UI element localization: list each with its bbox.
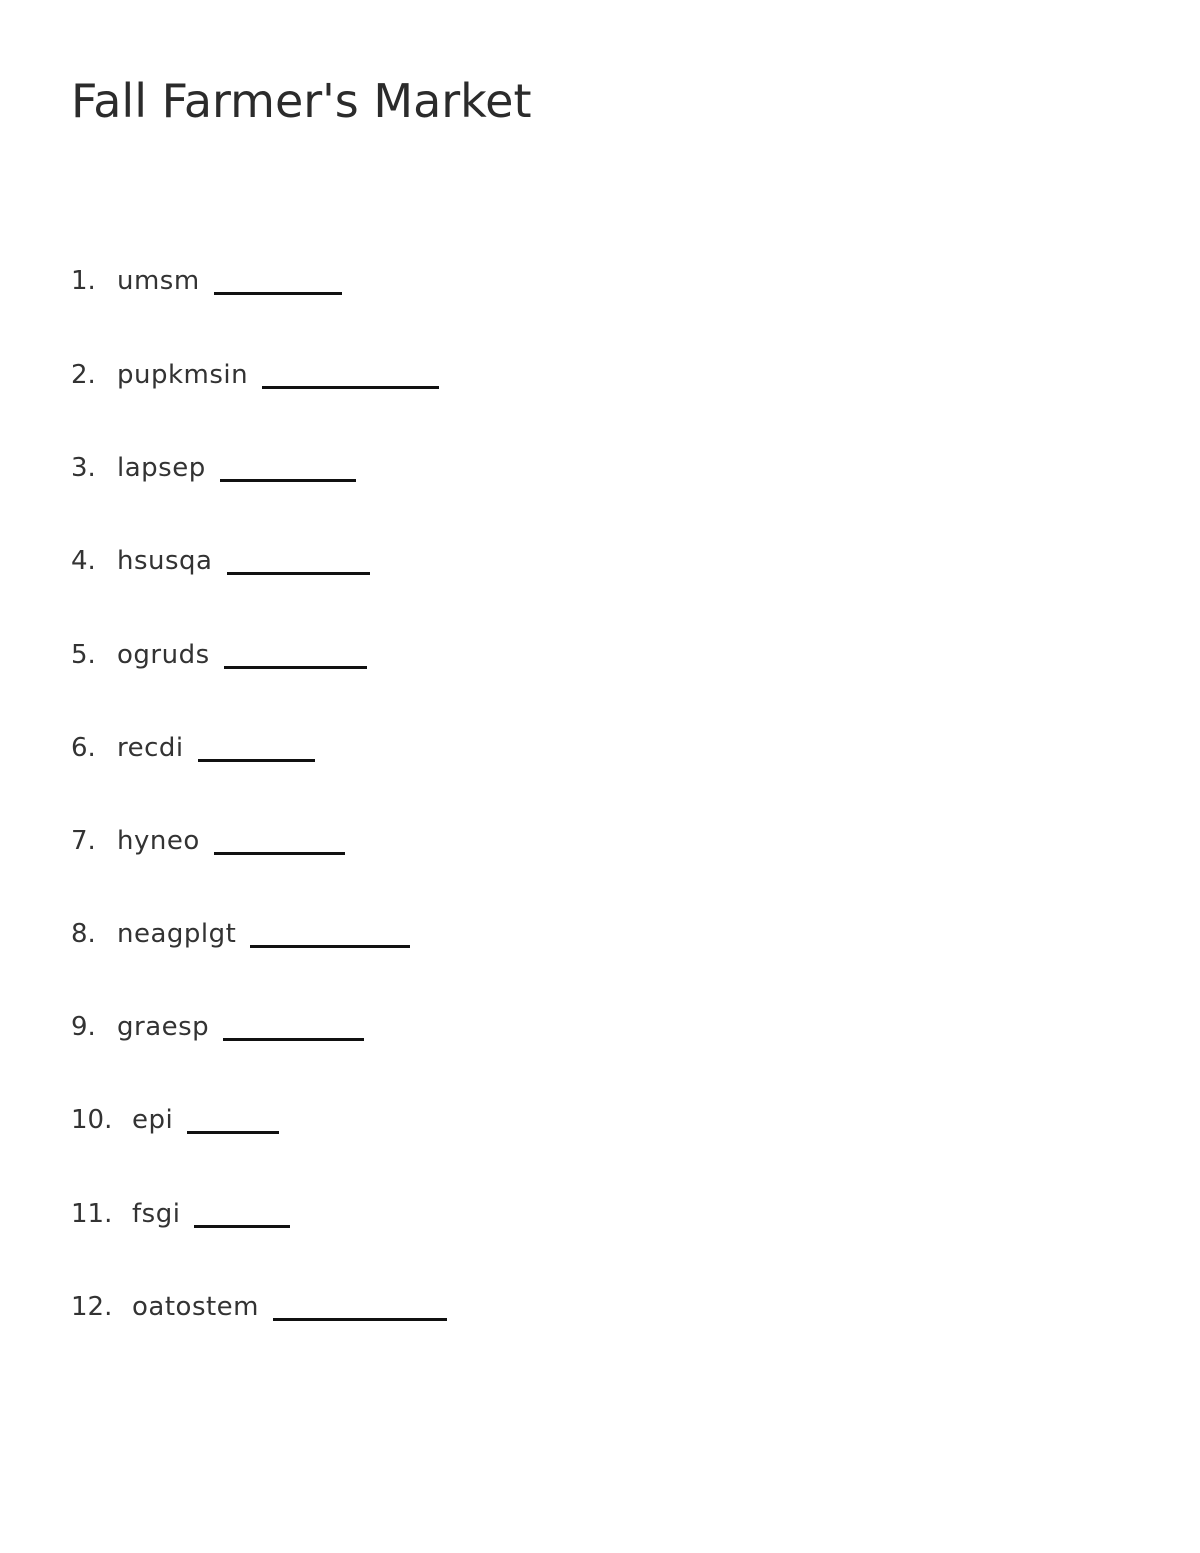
answer-blank[interactable] <box>198 759 315 762</box>
scrambled-word: epi <box>132 1105 174 1135</box>
answer-blank[interactable] <box>250 945 410 948</box>
question-number: 6. <box>71 733 96 763</box>
answer-blank[interactable] <box>227 572 370 575</box>
question-2 <box>71 356 439 392</box>
question-12 <box>71 1288 447 1324</box>
question-3 <box>71 449 356 485</box>
question-number: 11. <box>71 1199 113 1229</box>
answer-blank[interactable] <box>187 1131 279 1134</box>
scrambled-word: hsusqa <box>117 546 213 576</box>
answer-blank[interactable] <box>214 852 345 855</box>
question-number: 2. <box>71 360 96 390</box>
scrambled-word: ogruds <box>117 640 210 670</box>
question-1 <box>71 262 342 298</box>
answer-blank[interactable] <box>273 1318 447 1321</box>
question-number: 3. <box>71 453 96 483</box>
scrambled-word: pupkmsin <box>117 360 249 390</box>
page-title: Fall Farmer's Market <box>71 74 532 128</box>
question-9 <box>71 1008 364 1044</box>
scrambled-word: graesp <box>117 1012 210 1042</box>
question-6 <box>71 729 315 765</box>
question-4 <box>71 542 370 578</box>
question-number: 8. <box>71 919 96 949</box>
question-number: 1. <box>71 266 96 296</box>
question-number: 10. <box>71 1105 113 1135</box>
scrambled-word: lapsep <box>117 453 206 483</box>
answer-blank[interactable] <box>214 292 342 295</box>
question-5 <box>71 636 367 672</box>
scrambled-word: hyneo <box>117 826 200 856</box>
answer-blank[interactable] <box>194 1225 290 1228</box>
scrambled-word: umsm <box>117 266 200 296</box>
question-number: 9. <box>71 1012 96 1042</box>
question-number: 4. <box>71 546 96 576</box>
scrambled-word: neagplgt <box>117 919 237 949</box>
answer-blank[interactable] <box>262 386 439 389</box>
question-number: 5. <box>71 640 96 670</box>
scrambled-word: oatostem <box>132 1292 260 1322</box>
question-10 <box>71 1101 279 1137</box>
answer-blank[interactable] <box>223 1038 364 1041</box>
answer-blank[interactable] <box>224 666 367 669</box>
answer-blank[interactable] <box>220 479 356 482</box>
scrambled-word: fsgi <box>132 1199 181 1229</box>
question-number: 7. <box>71 826 96 856</box>
question-8 <box>71 915 410 951</box>
question-number: 12. <box>71 1292 113 1322</box>
question-11 <box>71 1195 290 1231</box>
question-7 <box>71 822 345 858</box>
scrambled-word: recdi <box>117 733 184 763</box>
